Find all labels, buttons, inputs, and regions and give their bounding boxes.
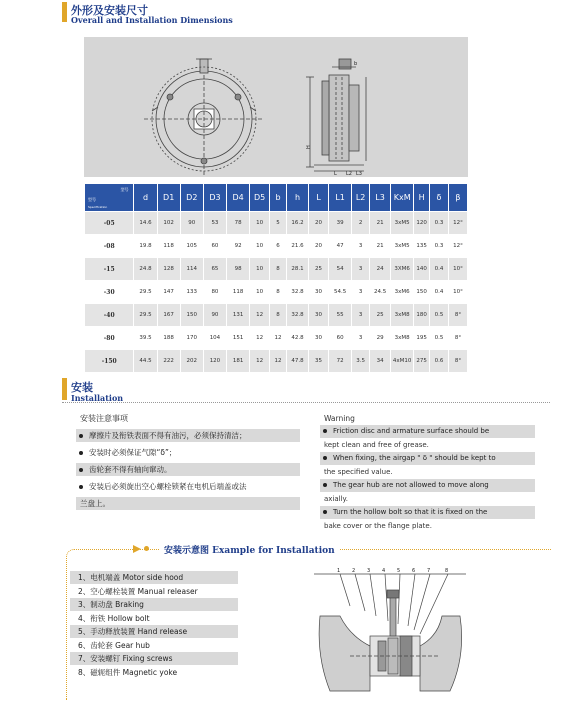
part-item: 1、电机端盖 Motor side hood	[70, 571, 238, 584]
table-cell: 47.8	[286, 350, 308, 373]
table-cell: 19.8	[134, 235, 157, 258]
table-cell: 275	[414, 350, 430, 373]
model-cell: -08	[85, 235, 134, 258]
install-title-cn: 安装	[71, 381, 93, 394]
example-title: 安装示意图 Example for Installation	[160, 543, 339, 556]
table-cell: 3	[352, 235, 370, 258]
callout-label: 2	[352, 568, 356, 574]
model-cell: -15	[85, 258, 134, 281]
table-cell: 6	[270, 235, 287, 258]
table-cell: 90	[203, 304, 226, 327]
table-cell: 118	[227, 281, 250, 304]
table-cell: 104	[203, 327, 226, 350]
callout-label: 4	[382, 568, 386, 574]
table-cell: 151	[227, 327, 250, 350]
dimension-drawing	[84, 37, 468, 177]
bullet-icon	[323, 429, 327, 433]
table-cell: 24	[370, 258, 391, 281]
table-cell: 3.5	[352, 350, 370, 373]
table-cell: 12°	[448, 235, 467, 258]
table-cell: 12	[270, 350, 287, 373]
installation-svg	[310, 566, 470, 696]
section-marker	[62, 378, 67, 400]
table-cell: 29.5	[134, 304, 157, 327]
table-cell: 3xM8	[391, 327, 414, 350]
table-cell: 44.5	[134, 350, 157, 373]
table-row	[85, 281, 468, 304]
table-cell: 21	[370, 235, 391, 258]
table-cell: 8	[270, 281, 287, 304]
table-header-row	[85, 184, 468, 212]
table-cell: 120	[203, 350, 226, 373]
table-cell: 92	[227, 235, 250, 258]
model-cell: -80	[85, 327, 134, 350]
table-cell: 170	[180, 327, 203, 350]
table-cell: 4xM10	[391, 350, 414, 373]
callout-label: 8	[445, 568, 449, 574]
table-cell: 30	[309, 327, 329, 350]
table-cell: 0.4	[430, 281, 449, 304]
table-cell: 188	[157, 327, 180, 350]
table-cell: 32.8	[286, 304, 308, 327]
table-cell: 55	[329, 304, 352, 327]
table-cell: 42.8	[286, 327, 308, 350]
section-title-en: Overall and Installation Dimensions	[71, 15, 233, 25]
col-header: D4	[227, 184, 250, 212]
corner-sub: Specification	[88, 205, 108, 209]
note-cn-item: 安装后必须旋出空心螺栓锁紧在电机后端盖或法	[76, 480, 300, 493]
corner-top: 型号	[120, 187, 129, 192]
col-header: d	[134, 184, 157, 212]
col-header: L	[309, 184, 329, 212]
table-cell: 8	[270, 258, 287, 281]
table-cell: 0.5	[430, 304, 449, 327]
table-cell: 150	[180, 304, 203, 327]
warning-item-cont: axially.	[324, 495, 348, 503]
table-cell: 5	[270, 212, 287, 235]
col-header: h	[286, 184, 308, 212]
table-row	[85, 304, 468, 327]
table-cell: 8	[270, 304, 287, 327]
brake-drawing-svg	[84, 37, 468, 177]
callout-label: 1	[337, 568, 341, 574]
table-cell: 90	[180, 212, 203, 235]
notes-cn-heading: 安装注意事项	[80, 414, 128, 423]
table-cell: 3XM6	[391, 258, 414, 281]
callout-label: 3	[367, 568, 371, 574]
divider	[62, 402, 550, 403]
table-cell: 0.3	[430, 235, 449, 258]
table-cell: 118	[157, 235, 180, 258]
table-cell: 12	[250, 304, 270, 327]
callout-label: 7	[427, 568, 431, 574]
bullet-icon	[323, 510, 327, 514]
part-item: 6、齿轮套 Gear hub	[78, 640, 150, 650]
table-cell: 128	[157, 258, 180, 281]
arrow-icon	[133, 545, 141, 553]
dim-label-l3: L3	[356, 171, 362, 177]
table-cell: 30	[309, 281, 329, 304]
table-cell: 39	[329, 212, 352, 235]
table-row	[85, 327, 468, 350]
table-row	[85, 212, 468, 235]
table-cell: 140	[414, 258, 430, 281]
table-cell: 30	[309, 304, 329, 327]
callout-label: 5	[397, 568, 401, 574]
install-title-en: Installation	[71, 393, 124, 403]
table-cell: 80	[203, 281, 226, 304]
table-cell: 25	[370, 304, 391, 327]
table-cell: 3	[352, 281, 370, 304]
dim-label-l2: L2	[346, 171, 352, 177]
note-cn-continuation: 兰盘上。	[76, 497, 300, 510]
table-cell: 180	[414, 304, 430, 327]
table-cell: 167	[157, 304, 180, 327]
table-cell: 54	[329, 258, 352, 281]
table-cell: 21.6	[286, 235, 308, 258]
table-cell: 16.2	[286, 212, 308, 235]
col-header: D5	[250, 184, 270, 212]
table-cell: 0.4	[430, 258, 449, 281]
table-cell: 3xM6	[391, 281, 414, 304]
table-cell: 135	[414, 235, 430, 258]
bullet-icon	[323, 483, 327, 487]
table-cell: 60	[329, 327, 352, 350]
table-cell: 202	[180, 350, 203, 373]
table-cell: 10	[250, 212, 270, 235]
model-cell: -40	[85, 304, 134, 327]
part-item: 5、手动释放装置 Hand release	[70, 625, 238, 638]
table-cell: 20	[309, 235, 329, 258]
bullet-icon	[79, 451, 83, 455]
col-header: L2	[352, 184, 370, 212]
table-cell: 21	[370, 212, 391, 235]
table-cell: 8°	[448, 304, 467, 327]
table-cell: 222	[157, 350, 180, 373]
col-header: H	[414, 184, 430, 212]
model-cell: -05	[85, 212, 134, 235]
table-cell: 133	[180, 281, 203, 304]
table-cell: 8°	[448, 350, 467, 373]
part-item: 3、制动盘 Braking	[70, 598, 238, 611]
table-cell: 10°	[448, 281, 467, 304]
warning-item: When fixing, the airgap " δ " should be kept to	[320, 452, 535, 465]
table-cell: 0.3	[430, 212, 449, 235]
col-header: b	[270, 184, 287, 212]
table-row	[85, 350, 468, 373]
table-cell: 147	[157, 281, 180, 304]
table-cell: 131	[227, 304, 250, 327]
arrow-dot-icon	[144, 546, 149, 551]
table-cell: 98	[227, 258, 250, 281]
spec-table	[84, 183, 468, 373]
table-cell: 78	[227, 212, 250, 235]
note-cn-item: 齿轮套不得有轴向窜动。	[76, 463, 300, 476]
table-cell: 3xM5	[391, 235, 414, 258]
table-cell: 2	[352, 212, 370, 235]
table-cell: 20	[309, 212, 329, 235]
warning-heading: Warning	[324, 414, 355, 423]
table-cell: 181	[227, 350, 250, 373]
dim-label-b: b	[354, 61, 358, 67]
col-header: L3	[370, 184, 391, 212]
table-cell: 12	[250, 327, 270, 350]
table-cell: 0.5	[430, 327, 449, 350]
table-corner	[85, 184, 134, 212]
warning-item: The gear hub are not allowed to move along	[320, 479, 535, 492]
callout-label: 6	[412, 568, 416, 574]
table-cell: 12	[270, 327, 287, 350]
table-cell: 10	[250, 235, 270, 258]
warning-item-cont: the specified value.	[324, 468, 393, 476]
table-cell: 0.6	[430, 350, 449, 373]
installation-drawing	[310, 566, 470, 696]
table-cell: 39.5	[134, 327, 157, 350]
col-header: KxM	[391, 184, 414, 212]
table-cell: 35	[309, 350, 329, 373]
model-cell: -30	[85, 281, 134, 304]
table-cell: 60	[203, 235, 226, 258]
table-cell: 28.1	[286, 258, 308, 281]
bullet-icon	[79, 468, 83, 472]
part-item: 2、空心螺栓装置 Manual releaser	[78, 586, 198, 596]
table-cell: 3	[352, 304, 370, 327]
col-header: β	[448, 184, 467, 212]
col-header: D2	[180, 184, 203, 212]
table-cell: 14.6	[134, 212, 157, 235]
warning-item-cont: bake cover or the flange plate.	[324, 522, 432, 530]
table-cell: 29	[370, 327, 391, 350]
table-cell: 34	[370, 350, 391, 373]
table-cell: 120	[414, 212, 430, 235]
table-cell: 3	[352, 327, 370, 350]
table-cell: 24.5	[370, 281, 391, 304]
table-row	[85, 258, 468, 281]
table-cell: 25	[309, 258, 329, 281]
dim-label-l: L	[334, 171, 337, 177]
col-header: D1	[157, 184, 180, 212]
model-cell: -150	[85, 350, 134, 373]
table-cell: 29.5	[134, 281, 157, 304]
bullet-icon	[323, 456, 327, 460]
table-cell: 10°	[448, 258, 467, 281]
table-cell: 150	[414, 281, 430, 304]
table-cell: 195	[414, 327, 430, 350]
part-item: 4、衔铁 Hollow bolt	[78, 613, 150, 623]
table-cell: 102	[157, 212, 180, 235]
table-cell: 72	[329, 350, 352, 373]
table-cell: 105	[180, 235, 203, 258]
table-cell: 47	[329, 235, 352, 258]
part-item: 7、安装螺钉 Fixing screws	[70, 652, 238, 665]
table-cell: 10	[250, 281, 270, 304]
warning-item: Turn the hollow bolt so that it is fixed on the	[320, 506, 535, 519]
section-title-cn: 外形及安装尺寸	[71, 4, 148, 17]
table-cell: 12	[250, 350, 270, 373]
dim-label-h: H	[306, 145, 312, 149]
table-row	[85, 235, 468, 258]
bullet-icon	[79, 434, 83, 438]
col-header: δ	[430, 184, 449, 212]
table-cell: 53	[203, 212, 226, 235]
table-cell: 24.8	[134, 258, 157, 281]
bullet-icon	[79, 485, 83, 489]
table-cell: 3	[352, 258, 370, 281]
part-item: 8、磁轭组件 Magnetic yoke	[78, 667, 178, 677]
corner-left: 型号	[88, 197, 96, 202]
col-header: L1	[329, 184, 352, 212]
table-cell: 10	[250, 258, 270, 281]
table-cell: 3xM5	[391, 212, 414, 235]
note-cn-item: 摩擦片及衔铁表面不得有油污，必须保持清洁；	[76, 429, 300, 442]
table-cell: 12°	[448, 212, 467, 235]
table-cell: 114	[180, 258, 203, 281]
warning-item-cont: kept clean and free of grease.	[324, 441, 429, 449]
section-marker	[62, 2, 67, 22]
table-cell: 32.8	[286, 281, 308, 304]
table-cell: 54.5	[329, 281, 352, 304]
note-cn-item: 安装时必须保证气隙“δ”；	[76, 446, 300, 459]
col-header: D3	[203, 184, 226, 212]
table-cell: 3xM8	[391, 304, 414, 327]
table-cell: 65	[203, 258, 226, 281]
table-cell: 8°	[448, 327, 467, 350]
warning-item: Friction disc and armature surface should be	[320, 425, 535, 438]
